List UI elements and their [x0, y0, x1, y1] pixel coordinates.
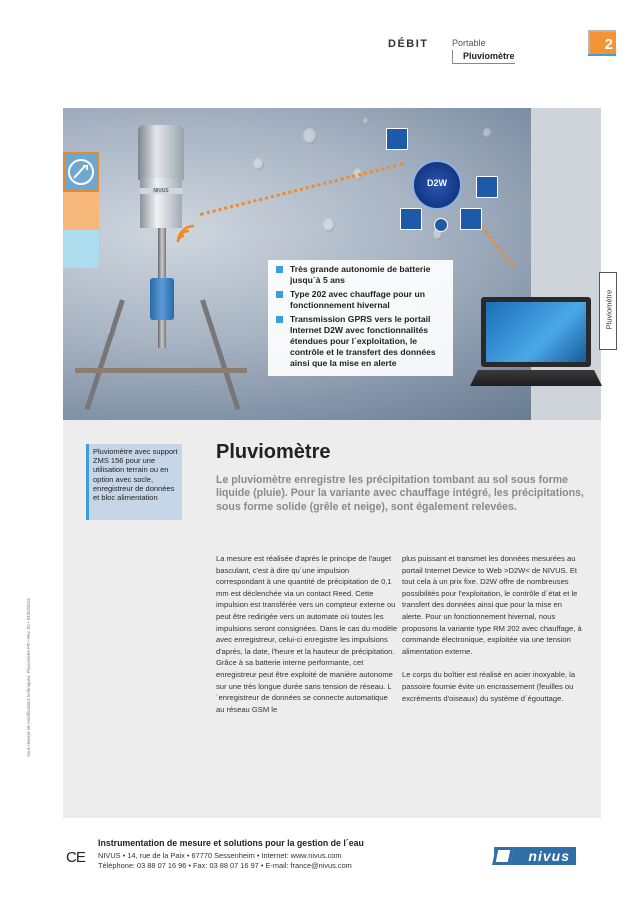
- feature-item: Transmission GPRS vers le portail Internet D2W avec fonctionnalités étendues pour l´exploitation, le contrôle et le transfert des données ainsi que la mise en alerte: [274, 314, 447, 369]
- section-category: DÉBIT: [388, 38, 429, 50]
- rain-gauge-collector: [138, 125, 184, 180]
- body-paragraph: plus puissant et transmet les données mesurées au portail Internet Device to Web >D2W< de NIVUS. Et tout cela à un prix fixe. D2W offre de nombreuses possibilités pour l'exploitation, le contrôle d´état et le transfert des données ainsi que pour la mise en alerte. Pour un fonctionnement hivernal, nous proposons la variante type RM 202 avec chauffage, à commande électronique, exploitée via une tension alimentation externe.: [402, 554, 582, 656]
- header-accent-line: [588, 54, 616, 56]
- globe-node-icon: [434, 218, 448, 232]
- feature-item: Très grande autonomie de batterie jusqu`à 5 ans: [274, 264, 447, 286]
- wireless-signal-icon: [176, 222, 196, 244]
- rain-gauge-tab-icon: [63, 152, 99, 192]
- feature-item: Type 202 avec chauffage pour un fonctionnement hivernal: [274, 289, 447, 311]
- page-title: Pluviomètre: [216, 441, 331, 463]
- text-column-right: [402, 553, 584, 716]
- feature-list: [268, 260, 453, 376]
- footer-contact: Téléphone: 03 88 07 16 96 • Fax: 03 88 07 16 97 • E-mail: france@nivus.com: [98, 861, 352, 870]
- water-drop: [483, 128, 492, 138]
- water-drop: [253, 158, 264, 170]
- footer-title: Instrumentation de mesure et solutions pour la gestion de l´eau: [98, 838, 364, 848]
- water-drop: [303, 128, 317, 144]
- side-index-tab: [599, 272, 617, 350]
- footer-address: NIVUS • 14, rue de la Paix • 67770 Sessenheim • Internet: www.nivus.com: [98, 851, 342, 860]
- nivus-logo: nivus: [494, 847, 576, 865]
- body-paragraph: Le corps du boîtier est réalisé en acier inoxyable, la passoire fournie évite un encrassement (feuilles ou excréments d'oiseaux) du système d´égouttage.: [402, 670, 576, 703]
- weather-node-icon: [400, 208, 422, 230]
- rain-gauge-body: [140, 178, 182, 228]
- mobile-node-icon: [476, 176, 498, 198]
- laptop-screen: [481, 297, 591, 367]
- support-base: [75, 368, 247, 373]
- image-caption: Pluviomètre avec support ZMS 156 pour une utilisation terrain ou en option avec socle, enregistreur de données et bloc alimentation: [86, 444, 182, 520]
- tab-color-blue: [63, 230, 99, 268]
- nivus-logo-mark: [492, 847, 514, 865]
- text-column-left: [216, 553, 398, 727]
- legal-disclaimer: Sous réserve de modifications techniques. Pluviomètre FR • Rev. 02 • 04/02/2013: [26, 598, 31, 757]
- chart-node-icon: [460, 208, 482, 230]
- ce-mark: CE: [66, 849, 85, 866]
- sensor-node-icon: [386, 128, 408, 150]
- network-label: D2W: [427, 178, 447, 188]
- d2w-globe-icon: [412, 160, 462, 210]
- water-drop: [363, 118, 369, 125]
- data-logger-box: [150, 278, 174, 320]
- laptop-keyboard: [470, 370, 602, 386]
- device-label: NIVUS: [140, 188, 182, 194]
- section-number: 2: [604, 36, 613, 53]
- breadcrumb-parent: Portable: [452, 38, 486, 48]
- body-paragraph: La mesure est réalisée d'après le principe de l'auget basculant, c'est à dire qu´une impulsion correspondant à une quantité de précipitation de 0,1 mm est déclenchée via un contact Reed. Cette impulsion est transférée vers un compteur externe ou peut être redirigée vers un automate où toutes les impulsions seront consignées. Dans le cas du modèle avec enregistreur, celui-ci enregistre les impulsions d'après, la date, l'heure et la hauteur de précipitation. Grâce à sa batterie interne performante, cet enregistreur peut être exploité de manière autonome sur une très longue durée sans tension de réseau. L´enregistreur de données se connecte automatique au réseau GSM le: [216, 554, 398, 714]
- lead-paragraph: Le pluviomètre enregistre les précipitation tombant au sol sous forme liquide (pluie). Pour la variante avec chauffage intégré, les précipitations, sous forme solide (grêle et neige), sont également relevées.: [216, 474, 584, 513]
- breadcrumb-current: Pluviomètre: [452, 50, 515, 64]
- section-number-badge: [588, 30, 616, 54]
- tab-color-orange: [63, 192, 99, 230]
- side-tab-label: Pluviomètre: [604, 289, 614, 330]
- water-drop: [323, 218, 335, 232]
